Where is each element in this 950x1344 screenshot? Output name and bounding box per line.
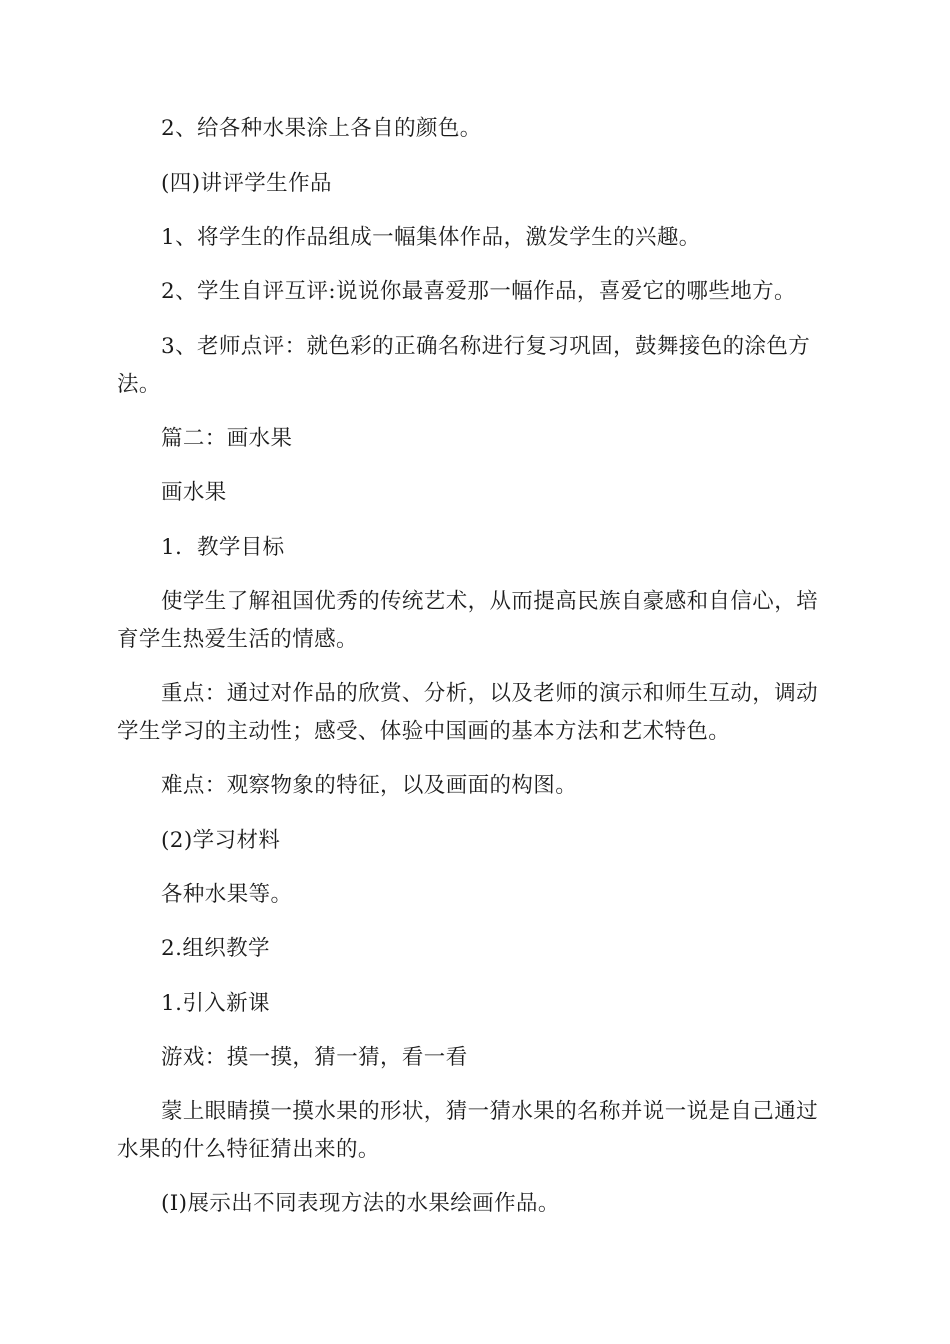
paragraph-game: 游戏：摸一摸，猜一猜，看一看 xyxy=(161,1045,468,1070)
paragraph-materials: 各种水果等。 xyxy=(161,882,293,907)
section-heading-organize: 2.组织教学 xyxy=(161,936,270,961)
paragraph-key-points: 重点：通过对作品的欣赏、分析，以及老师的演示和师生互动，调动学生学习的主动性；感受、体验中国画的基本方法和艺术特色。 xyxy=(117,681,819,744)
section-heading-materials: (2)学习材料 xyxy=(161,828,281,853)
paragraph-1: 2、给各种水果涂上各自的颜色。 xyxy=(161,116,482,141)
section-heading-intro: 1.引入新课 xyxy=(161,991,270,1016)
paragraph-difficulties: 难点：观察物象的特征，以及画面的构图。 xyxy=(161,773,578,798)
section-heading-review: (四)讲评学生作品 xyxy=(161,171,332,196)
paragraph-goals: 使学生了解祖国优秀的传统艺术，从而提高民族自豪感和自信心，培育学生热爱生活的情感。 xyxy=(117,589,819,652)
paragraph-3: 1、将学生的作品组成一幅集体作品，激发学生的兴趣。 xyxy=(161,225,701,250)
lesson-title: 画水果 xyxy=(161,480,227,505)
paragraph-4: 2、学生自评互评:说说你最喜爱那一幅作品，喜爱它的哪些地方。 xyxy=(161,279,796,304)
section-heading-goals: 1．教学目标 xyxy=(161,535,285,560)
chapter-heading: 篇二：画水果 xyxy=(161,426,293,451)
paragraph-game-description: 蒙上眼睛摸一摸水果的形状，猜一猜水果的名称并说一说是自己通过水果的什么特征猜出来的。 xyxy=(117,1099,819,1162)
paragraph-showcase: (I)展示出不同表现方法的水果绘画作品。 xyxy=(161,1191,560,1216)
paragraph-5: 3、老师点评：就色彩的正确名称进行复习巩固，鼓舞接色的涂色方法。 xyxy=(117,334,811,397)
